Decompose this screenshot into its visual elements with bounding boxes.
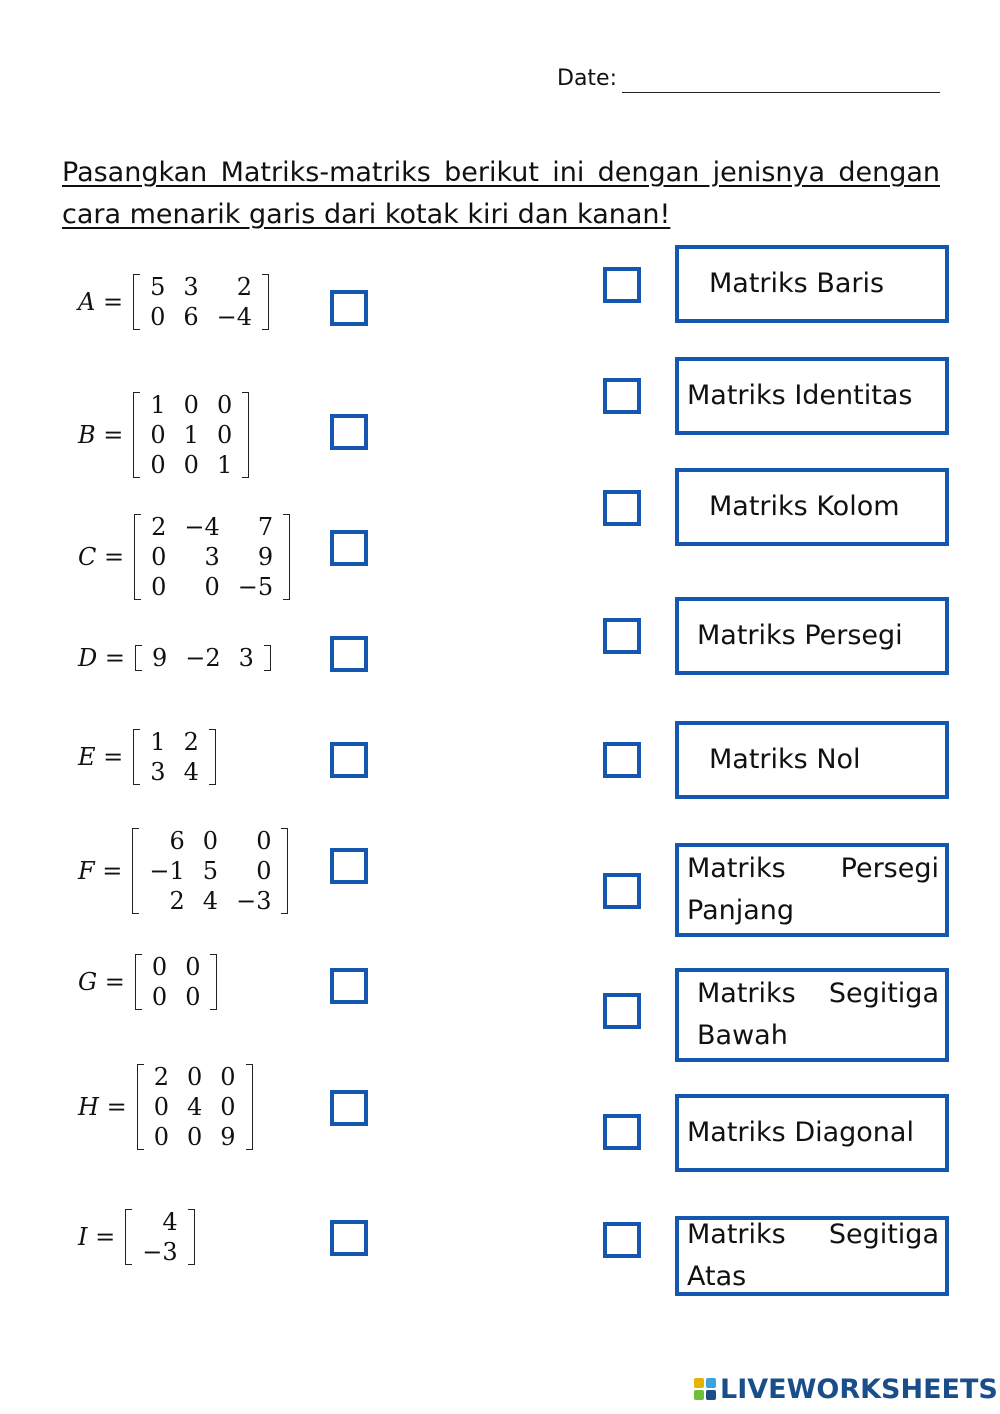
type-label-baris: Matriks Baris	[675, 245, 949, 323]
matrix-c	[78, 512, 290, 602]
matrix-bracket: 9 −2 3	[135, 643, 271, 673]
left-box-d[interactable]	[330, 636, 368, 672]
left-box-a[interactable]	[330, 290, 368, 326]
matrix-b	[78, 390, 249, 480]
right-box-nol[interactable]	[603, 742, 641, 778]
matrix-bracket: 2 −4 7 0 3 9 0 0 −5	[134, 512, 290, 602]
matrix-bracket: 1 2 3 4	[133, 727, 216, 787]
matrix-d	[78, 643, 271, 673]
brand-text: LIVEWORKSHEETS	[720, 1373, 998, 1405]
matrix-name: H =	[78, 1093, 127, 1121]
matrix-name: G =	[78, 968, 125, 996]
matrix-name: F =	[78, 857, 123, 885]
type-label-persegi-panjang: Matriks Persegi Panjang	[675, 843, 949, 937]
right-box-diagonal[interactable]	[603, 1114, 641, 1150]
instruction-text: Pasangkan Matriks-matriks berikut ini dengan jenisnya dengan cara menarik garis dari kotak kiri dan kanan!	[62, 157, 940, 230]
matrix-name: C =	[78, 543, 125, 571]
matrix-h	[78, 1062, 253, 1152]
matrix-bracket: 6 0 0 −1 5 0 2 4 −3	[132, 826, 288, 916]
matrix-bracket: 0 0 0 0	[135, 952, 218, 1012]
matrix-bracket: 1 0 0 0 1 0 0 0 1	[133, 390, 249, 480]
left-box-i[interactable]	[330, 1220, 368, 1256]
matrix-g	[78, 952, 217, 1012]
matrix-bracket: 5 3 2 0 6 −4	[133, 272, 269, 332]
matrix-f	[78, 826, 288, 916]
type-label-identitas: Matriks Identitas	[675, 357, 949, 435]
date-label: Date:	[557, 66, 617, 91]
type-label-persegi: Matriks Persegi	[675, 597, 949, 675]
right-box-segitiga-bawah[interactable]	[603, 993, 641, 1029]
type-label-nol: Matriks Nol	[675, 721, 949, 799]
right-box-baris[interactable]	[603, 267, 641, 303]
matrix-name: I =	[78, 1223, 116, 1251]
left-box-b[interactable]	[330, 414, 368, 450]
type-label-segitiga-bawah: Matriks Segitiga Bawah	[675, 968, 949, 1062]
type-label-diagonal: Matriks Diagonal	[675, 1094, 949, 1172]
liveworksheets-logo-icon	[694, 1378, 716, 1400]
right-box-persegi[interactable]	[603, 618, 641, 654]
left-box-c[interactable]	[330, 530, 368, 566]
right-box-identitas[interactable]	[603, 378, 641, 414]
matrix-name: E =	[78, 743, 124, 771]
matrix-name: B =	[78, 421, 124, 449]
liveworksheets-brand	[694, 1373, 998, 1405]
right-box-segitiga-atas[interactable]	[603, 1222, 641, 1258]
type-label-kolom: Matriks Kolom	[675, 468, 949, 546]
type-label-segitiga-atas: Matriks Segitiga Atas	[675, 1216, 949, 1296]
matrix-bracket: 4 −3	[125, 1207, 194, 1267]
right-box-kolom[interactable]	[603, 490, 641, 526]
matrix-name: A =	[78, 288, 124, 316]
left-box-h[interactable]	[330, 1090, 368, 1126]
matrix-e	[78, 727, 216, 787]
right-box-persegi-panjang[interactable]	[603, 873, 641, 909]
left-box-f[interactable]	[330, 848, 368, 884]
matrix-name: D =	[78, 644, 125, 672]
left-box-g[interactable]	[330, 968, 368, 1004]
date-line	[622, 92, 940, 93]
matrix-bracket: 2 0 0 0 4 0 0 0 9	[137, 1062, 253, 1152]
matrix-a	[78, 272, 269, 332]
left-box-e[interactable]	[330, 742, 368, 778]
matrix-i	[78, 1207, 195, 1267]
